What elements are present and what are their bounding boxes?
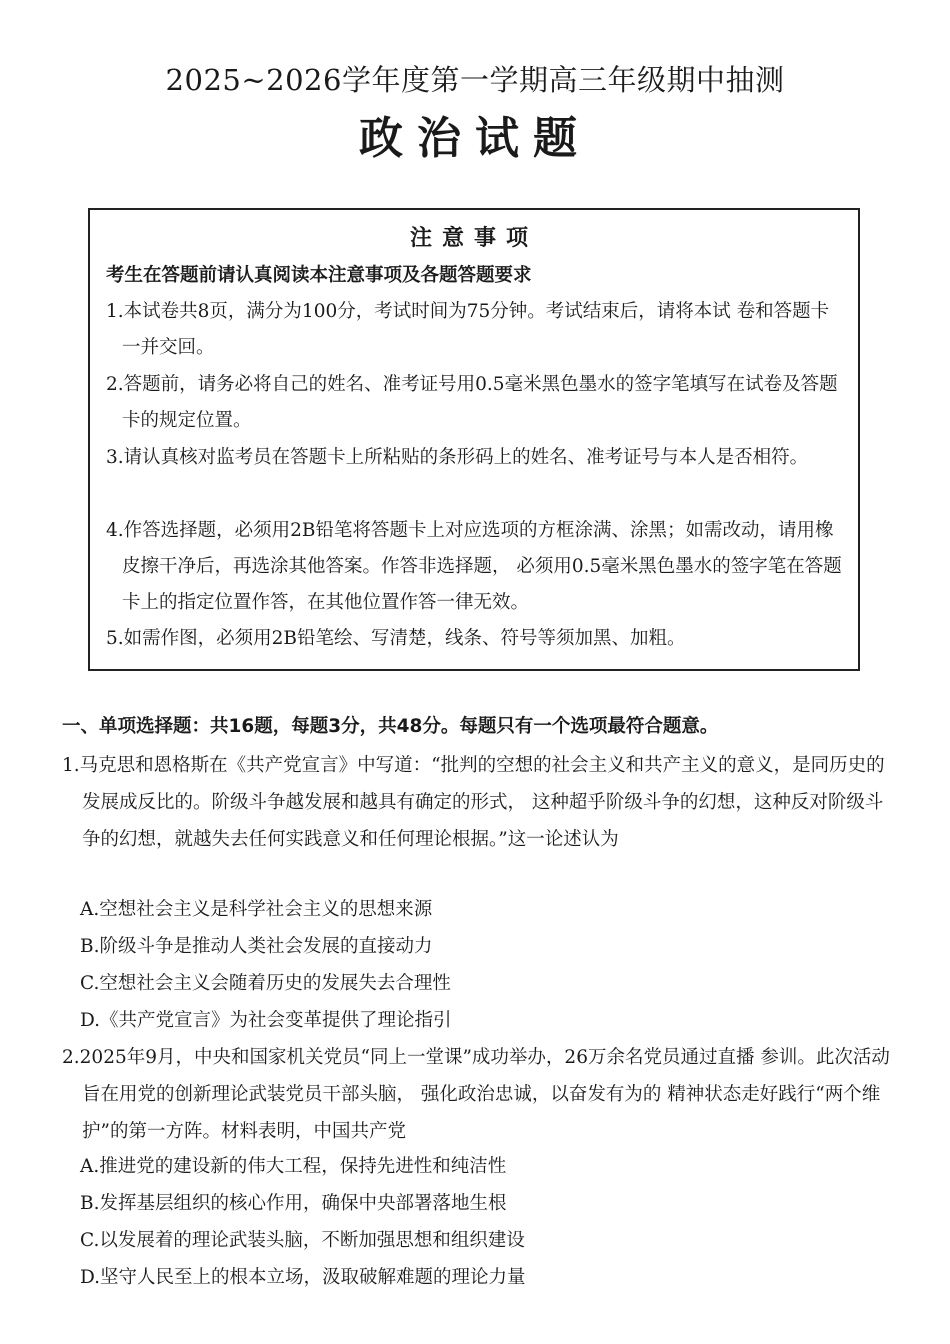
exam-title: 2025~2026学年度第一学期高三年级期中抽测	[165, 63, 785, 97]
question-option: C.空想社会主义会随着历史的发展失去合理性	[80, 973, 451, 994]
question-option: B.发挥基层组织的核心作用，确保中央部署落地生根	[80, 1193, 507, 1214]
section-heading: 一、单项选择题：共16题，每题3分，共48分。每题只有一个选项最符合题意。	[62, 716, 719, 737]
notice-item: 1.本试卷共8页，满分为100分，考试时间为75分钟。考试结束后，请将本试 卷和答题卡一并交回。	[106, 301, 830, 358]
question-option: C.以发展着的理论武装头脑，不断加强思想和组织建设	[80, 1230, 525, 1251]
notice-item: 2.答题前，请务必将自己的姓名、准考证号用0.5毫米黑色墨水的签字笔填写在试卷及答题卡的规定位置。	[106, 374, 838, 431]
question-option: A.推进党的建设新的伟大工程，保持先进性和纯洁性	[80, 1156, 507, 1177]
notice-item: 3.请认真核对监考员在答题卡上所粘贴的条形码上的姓名、准考证号与本人是否相符。	[106, 447, 809, 468]
question-stem: 1.马克思和恩格斯在《共产党宣言》中写道：“批判的空想的社会主义和共产主义的意义，是同历史的发展成反比的。阶级斗争越发展和越具有确定的形式， 这种超乎阶级斗争的幻想，这种反对阶级斗争的幻想，就越失去任何实践意义和任何理论根据。”这一论述认为	[62, 755, 885, 850]
question-option: D.《共产党宣言》为社会变革提供了理论指引	[80, 1010, 452, 1031]
notice-item: 4.作答选择题，必须用2B铅笔将答题卡上对应选项的方框涂满、涂黑；如需改动，请用橡皮擦干净后，再选涂其他答案。作答非选择题， 必须用0.5毫米黑色墨水的签字笔在答题卡上的指定位置作答，在其他位置作答一律无效。	[106, 520, 842, 613]
notice-intro: 考生在答题前请认真阅读本注意事项及各题答题要求	[106, 265, 532, 286]
question-option: A.空想社会主义是科学社会主义的思想来源	[80, 899, 433, 920]
subject-title: 政治试题	[359, 113, 591, 164]
question-stem: 2.2025年9月，中央和国家机关党员“同上一堂课”成功举办，26万余名党员通过直播 参训。此次活动旨在用党的创新理论武装党员干部头脑， 强化政治忠诚，以奋发有为的 精神状态走好践行“两个维护”的第一方阵。材料表明，中国共产党	[62, 1047, 890, 1142]
notice-box	[88, 208, 860, 671]
notice-item: 5.如需作图，必须用2B铅笔绘、写清楚，线条、符号等须加黑、加粗。	[106, 628, 686, 649]
notice-heading: 注意事项	[409, 226, 538, 251]
question-option: D.坚守人民至上的根本立场，汲取破解难题的理论力量	[80, 1267, 526, 1288]
question-option: B.阶级斗争是推动人类社会发展的直接动力	[80, 936, 433, 957]
